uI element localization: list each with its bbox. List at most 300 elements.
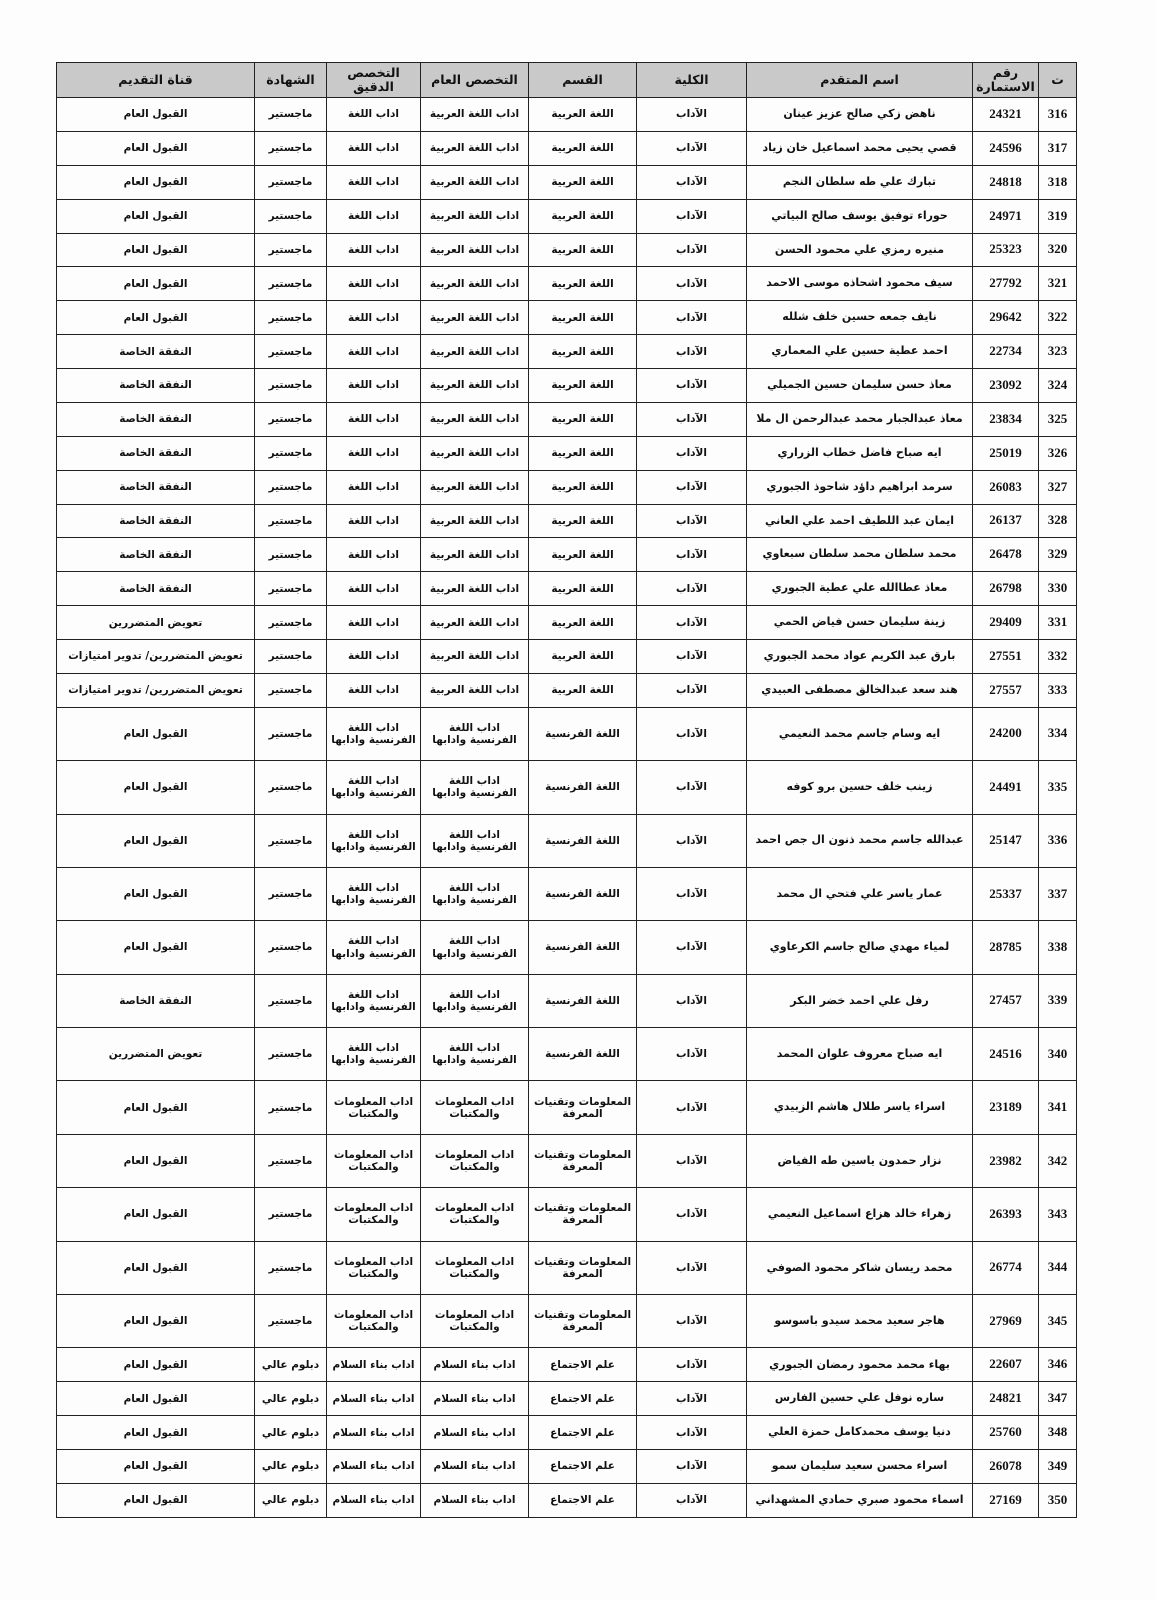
- precise-specialty-cell: اداب المعلومات والمكتبات: [327, 1081, 421, 1134]
- department-cell: اللغة العربية: [529, 673, 637, 707]
- college-cell: الآداب: [637, 1483, 747, 1517]
- general-specialty-cell: اداب بناء السلام: [421, 1348, 529, 1382]
- admission-channel-cell: القبول العام: [57, 707, 255, 760]
- degree-cell: ماجستير: [255, 1134, 327, 1187]
- form-number-cell: 26393: [973, 1188, 1039, 1241]
- table-row: [57, 761, 1077, 814]
- general-specialty-cell: اداب اللغة العربية: [421, 504, 529, 538]
- form-number-cell: 25323: [973, 233, 1039, 267]
- table-row: [57, 369, 1077, 403]
- index-cell: 320: [1039, 233, 1077, 267]
- department-cell: اللغة الفرنسية: [529, 867, 637, 920]
- form-number-cell: 26478: [973, 538, 1039, 572]
- form-number-cell: 28785: [973, 921, 1039, 974]
- general-specialty-cell: اداب المعلومات والمكتبات: [421, 1241, 529, 1294]
- table-row: [57, 1348, 1077, 1382]
- department-cell: اللغة العربية: [529, 301, 637, 335]
- admission-channel-cell: القبول العام: [57, 761, 255, 814]
- applicant-name-cell: عبدالله جاسم محمد ذنون ال جص احمد: [747, 814, 973, 867]
- degree-cell: دبلوم عالي: [255, 1382, 327, 1416]
- table-row: [57, 1483, 1077, 1517]
- department-cell: اللغة العربية: [529, 538, 637, 572]
- form-number-cell: 24321: [973, 98, 1039, 132]
- applicant-name-cell: ساره نوفل علي حسين الفارس: [747, 1382, 973, 1416]
- form-number-cell: 23092: [973, 369, 1039, 403]
- applicant-name-cell: زينب خلف حسين برو كوفه: [747, 761, 973, 814]
- degree-cell: ماجستير: [255, 1188, 327, 1241]
- applicant-name-cell: قصي يحيى محمد اسماعيل خان زياد: [747, 131, 973, 165]
- degree-cell: ماجستير: [255, 402, 327, 436]
- department-cell: اللغة العربية: [529, 640, 637, 674]
- general-specialty-cell: اداب المعلومات والمكتبات: [421, 1295, 529, 1348]
- table-row: [57, 1416, 1077, 1450]
- precise-specialty-cell: اداب اللغة: [327, 199, 421, 233]
- table-row: [57, 335, 1077, 369]
- index-cell: 321: [1039, 267, 1077, 301]
- department-cell: اللغة العربية: [529, 504, 637, 538]
- applicant-name-cell: هند سعد عبدالخالق مصطفى العبيدي: [747, 673, 973, 707]
- table-row: [57, 640, 1077, 674]
- index-cell: 319: [1039, 199, 1077, 233]
- degree-cell: ماجستير: [255, 1081, 327, 1134]
- index-cell: 326: [1039, 436, 1077, 470]
- form-number-cell: 26798: [973, 572, 1039, 606]
- index-cell: 322: [1039, 301, 1077, 335]
- table-row: [57, 98, 1077, 132]
- form-number-cell: 29409: [973, 606, 1039, 640]
- applicant-name-cell: ناهض زكي صالح عزيز عينان: [747, 98, 973, 132]
- form-number-cell: 22734: [973, 335, 1039, 369]
- degree-cell: دبلوم عالي: [255, 1416, 327, 1450]
- index-cell: 334: [1039, 707, 1077, 760]
- college-cell: الآداب: [637, 921, 747, 974]
- table-row: [57, 131, 1077, 165]
- admission-channel-cell: النفقة الخاصة: [57, 504, 255, 538]
- department-cell: اللغة الفرنسية: [529, 761, 637, 814]
- admission-channel-cell: القبول العام: [57, 921, 255, 974]
- precise-specialty-cell: اداب بناء السلام: [327, 1348, 421, 1382]
- applicant-name-cell: معاذ حسن سليمان حسين الجميلي: [747, 369, 973, 403]
- admission-channel-cell: القبول العام: [57, 301, 255, 335]
- col-department-header: القسم: [529, 63, 637, 98]
- college-cell: الآداب: [637, 436, 747, 470]
- form-number-cell: 26774: [973, 1241, 1039, 1294]
- college-cell: الآداب: [637, 98, 747, 132]
- applicant-name-cell: رفل علي احمد خضر البكر: [747, 974, 973, 1027]
- admission-channel-cell: القبول العام: [57, 814, 255, 867]
- index-cell: 330: [1039, 572, 1077, 606]
- applicant-name-cell: معاذ عبدالجبار محمد عبدالرحمن ال ملا: [747, 402, 973, 436]
- applicant-name-cell: دنيا يوسف محمدكامل حمزة العلي: [747, 1416, 973, 1450]
- precise-specialty-cell: اداب اللغة: [327, 470, 421, 504]
- general-specialty-cell: اداب اللغة العربية: [421, 436, 529, 470]
- applicant-name-cell: ايه وسام جاسم محمد النعيمي: [747, 707, 973, 760]
- college-cell: الآداب: [637, 1134, 747, 1187]
- applicant-name-cell: ايمان عبد اللطيف احمد علي العاني: [747, 504, 973, 538]
- college-cell: الآداب: [637, 131, 747, 165]
- form-number-cell: 25019: [973, 436, 1039, 470]
- index-cell: 337: [1039, 867, 1077, 920]
- admission-channel-cell: النفقة الخاصة: [57, 369, 255, 403]
- applicant-name-cell: سرمد ابراهيم داؤد شاحوذ الجبوري: [747, 470, 973, 504]
- college-cell: الآداب: [637, 233, 747, 267]
- table-row: [57, 538, 1077, 572]
- degree-cell: ماجستير: [255, 98, 327, 132]
- college-cell: الآداب: [637, 1416, 747, 1450]
- general-specialty-cell: اداب اللغة الفرنسية وادابها: [421, 867, 529, 920]
- admission-channel-cell: القبول العام: [57, 1134, 255, 1187]
- department-cell: اللغة العربية: [529, 131, 637, 165]
- form-number-cell: 23189: [973, 1081, 1039, 1134]
- table-row: [57, 199, 1077, 233]
- general-specialty-cell: اداب اللغة الفرنسية وادابها: [421, 921, 529, 974]
- degree-cell: ماجستير: [255, 233, 327, 267]
- form-number-cell: 27457: [973, 974, 1039, 1027]
- degree-cell: ماجستير: [255, 165, 327, 199]
- degree-cell: ماجستير: [255, 921, 327, 974]
- general-specialty-cell: اداب اللغة العربية: [421, 233, 529, 267]
- degree-cell: ماجستير: [255, 335, 327, 369]
- admission-channel-cell: النفقة الخاصة: [57, 335, 255, 369]
- general-specialty-cell: اداب اللغة الفرنسية وادابها: [421, 1028, 529, 1081]
- admission-channel-cell: النفقة الخاصة: [57, 470, 255, 504]
- precise-specialty-cell: اداب اللغة: [327, 504, 421, 538]
- index-cell: 328: [1039, 504, 1077, 538]
- degree-cell: ماجستير: [255, 1295, 327, 1348]
- table-row: [57, 233, 1077, 267]
- precise-specialty-cell: اداب اللغة: [327, 402, 421, 436]
- index-cell: 350: [1039, 1483, 1077, 1517]
- department-cell: اللغة العربية: [529, 199, 637, 233]
- general-specialty-cell: اداب اللغة العربية: [421, 572, 529, 606]
- admission-channel-cell: النفقة الخاصة: [57, 436, 255, 470]
- index-cell: 335: [1039, 761, 1077, 814]
- table-row: [57, 1295, 1077, 1348]
- applicants-table: [56, 62, 1077, 1518]
- index-cell: 327: [1039, 470, 1077, 504]
- degree-cell: ماجستير: [255, 538, 327, 572]
- general-specialty-cell: اداب اللغة العربية: [421, 199, 529, 233]
- admission-channel-cell: القبول العام: [57, 867, 255, 920]
- college-cell: الآداب: [637, 606, 747, 640]
- table-row: [57, 470, 1077, 504]
- precise-specialty-cell: اداب اللغة الفرنسية وادابها: [327, 761, 421, 814]
- college-cell: الآداب: [637, 369, 747, 403]
- applicant-name-cell: منيره رمزي علي محمود الحسن: [747, 233, 973, 267]
- col-precise-specialty-header: التخصص الدقيق: [327, 63, 421, 98]
- precise-specialty-cell: اداب اللغة الفرنسية وادابها: [327, 867, 421, 920]
- index-cell: 342: [1039, 1134, 1077, 1187]
- form-number-cell: 26078: [973, 1450, 1039, 1484]
- form-number-cell: 29642: [973, 301, 1039, 335]
- precise-specialty-cell: اداب اللغة الفرنسية وادابها: [327, 814, 421, 867]
- col-admission-channel-header: قناة التقديم: [57, 63, 255, 98]
- index-cell: 318: [1039, 165, 1077, 199]
- degree-cell: ماجستير: [255, 436, 327, 470]
- form-number-cell: 27969: [973, 1295, 1039, 1348]
- table-row: [57, 436, 1077, 470]
- department-cell: اللغة العربية: [529, 233, 637, 267]
- precise-specialty-cell: اداب اللغة: [327, 606, 421, 640]
- table-row: [57, 1382, 1077, 1416]
- department-cell: اللغة العربية: [529, 470, 637, 504]
- college-cell: الآداب: [637, 974, 747, 1027]
- general-specialty-cell: اداب اللغة العربية: [421, 538, 529, 572]
- form-number-cell: 25760: [973, 1416, 1039, 1450]
- college-cell: الآداب: [637, 814, 747, 867]
- department-cell: المعلومات وتقنيات المعرفة: [529, 1295, 637, 1348]
- department-cell: علم الاجتماع: [529, 1382, 637, 1416]
- precise-specialty-cell: اداب اللغة: [327, 98, 421, 132]
- department-cell: اللغة العربية: [529, 402, 637, 436]
- degree-cell: ماجستير: [255, 301, 327, 335]
- general-specialty-cell: اداب اللغة العربية: [421, 673, 529, 707]
- department-cell: علم الاجتماع: [529, 1483, 637, 1517]
- college-cell: الآداب: [637, 707, 747, 760]
- degree-cell: ماجستير: [255, 131, 327, 165]
- form-number-cell: 24516: [973, 1028, 1039, 1081]
- degree-cell: ماجستير: [255, 199, 327, 233]
- form-number-cell: 25337: [973, 867, 1039, 920]
- index-cell: 341: [1039, 1081, 1077, 1134]
- college-cell: الآداب: [637, 1241, 747, 1294]
- form-number-cell: 27557: [973, 673, 1039, 707]
- department-cell: علم الاجتماع: [529, 1348, 637, 1382]
- general-specialty-cell: اداب المعلومات والمكتبات: [421, 1188, 529, 1241]
- applicant-name-cell: محمد ريسان شاكر محمود الصوفي: [747, 1241, 973, 1294]
- table-row: [57, 1134, 1077, 1187]
- department-cell: اللغة العربية: [529, 165, 637, 199]
- general-specialty-cell: اداب اللغة العربية: [421, 335, 529, 369]
- precise-specialty-cell: اداب اللغة: [327, 673, 421, 707]
- index-cell: 347: [1039, 1382, 1077, 1416]
- degree-cell: ماجستير: [255, 974, 327, 1027]
- college-cell: الآداب: [637, 572, 747, 606]
- college-cell: الآداب: [637, 402, 747, 436]
- general-specialty-cell: اداب اللغة العربية: [421, 267, 529, 301]
- admission-channel-cell: القبول العام: [57, 1295, 255, 1348]
- applicant-name-cell: زهراء خالد هزاع اسماعيل النعيمي: [747, 1188, 973, 1241]
- applicant-name-cell: سيف محمود اشحاذه موسى الاحمد: [747, 267, 973, 301]
- admission-channel-cell: القبول العام: [57, 131, 255, 165]
- department-cell: اللغة الفرنسية: [529, 707, 637, 760]
- table-row: [57, 921, 1077, 974]
- college-cell: الآداب: [637, 504, 747, 538]
- college-cell: الآداب: [637, 1028, 747, 1081]
- college-cell: الآداب: [637, 1450, 747, 1484]
- college-cell: الآداب: [637, 761, 747, 814]
- precise-specialty-cell: اداب اللغة: [327, 165, 421, 199]
- degree-cell: ماجستير: [255, 267, 327, 301]
- admission-channel-cell: النفقة الخاصة: [57, 538, 255, 572]
- general-specialty-cell: اداب اللغة العربية: [421, 165, 529, 199]
- applicant-name-cell: نايف جمعه حسين خلف شلله: [747, 301, 973, 335]
- form-number-cell: 27169: [973, 1483, 1039, 1517]
- college-cell: الآداب: [637, 1295, 747, 1348]
- index-cell: 317: [1039, 131, 1077, 165]
- precise-specialty-cell: اداب اللغة: [327, 301, 421, 335]
- precise-specialty-cell: اداب اللغة: [327, 267, 421, 301]
- applicant-name-cell: هاجر سعيد محمد سيدو باسوسو: [747, 1295, 973, 1348]
- precise-specialty-cell: اداب المعلومات والمكتبات: [327, 1134, 421, 1187]
- table-row: [57, 867, 1077, 920]
- index-cell: 331: [1039, 606, 1077, 640]
- precise-specialty-cell: اداب المعلومات والمكتبات: [327, 1295, 421, 1348]
- department-cell: المعلومات وتقنيات المعرفة: [529, 1134, 637, 1187]
- form-number-cell: 22607: [973, 1348, 1039, 1382]
- admission-channel-cell: النفقة الخاصة: [57, 974, 255, 1027]
- department-cell: المعلومات وتقنيات المعرفة: [529, 1081, 637, 1134]
- form-number-cell: 26137: [973, 504, 1039, 538]
- department-cell: اللغة العربية: [529, 267, 637, 301]
- applicant-name-cell: لمياء مهدي صالح جاسم الكرعاوي: [747, 921, 973, 974]
- general-specialty-cell: اداب اللغة الفرنسية وادابها: [421, 761, 529, 814]
- table-row: [57, 814, 1077, 867]
- degree-cell: ماجستير: [255, 1028, 327, 1081]
- degree-cell: ماجستير: [255, 470, 327, 504]
- admission-channel-cell: القبول العام: [57, 1081, 255, 1134]
- general-specialty-cell: اداب اللغة الفرنسية وادابها: [421, 707, 529, 760]
- general-specialty-cell: اداب بناء السلام: [421, 1483, 529, 1517]
- table-row: [57, 707, 1077, 760]
- index-cell: 345: [1039, 1295, 1077, 1348]
- applicant-name-cell: ايه صباح فاضل خطاب الزراري: [747, 436, 973, 470]
- index-cell: 343: [1039, 1188, 1077, 1241]
- department-cell: المعلومات وتقنيات المعرفة: [529, 1241, 637, 1294]
- precise-specialty-cell: اداب اللغة الفرنسية وادابها: [327, 921, 421, 974]
- index-cell: 338: [1039, 921, 1077, 974]
- college-cell: الآداب: [637, 867, 747, 920]
- table-row: [57, 1188, 1077, 1241]
- college-cell: الآداب: [637, 267, 747, 301]
- department-cell: المعلومات وتقنيات المعرفة: [529, 1188, 637, 1241]
- general-specialty-cell: اداب بناء السلام: [421, 1416, 529, 1450]
- college-cell: الآداب: [637, 673, 747, 707]
- form-number-cell: 24971: [973, 199, 1039, 233]
- applicant-name-cell: معاذ عطاالله علي عطية الجبوري: [747, 572, 973, 606]
- college-cell: الآداب: [637, 640, 747, 674]
- degree-cell: دبلوم عالي: [255, 1348, 327, 1382]
- applicant-name-cell: بارق عبد الكريم عواد محمد الجبوري: [747, 640, 973, 674]
- general-specialty-cell: اداب اللغة العربية: [421, 131, 529, 165]
- table-row: [57, 402, 1077, 436]
- index-cell: 316: [1039, 98, 1077, 132]
- degree-cell: ماجستير: [255, 1241, 327, 1294]
- precise-specialty-cell: اداب اللغة: [327, 572, 421, 606]
- degree-cell: دبلوم عالي: [255, 1450, 327, 1484]
- table-row: [57, 267, 1077, 301]
- applicant-name-cell: احمد عطية حسين علي المعماري: [747, 335, 973, 369]
- form-number-cell: 24596: [973, 131, 1039, 165]
- table-row: [57, 673, 1077, 707]
- admission-channel-cell: تعويض المتضررين: [57, 1028, 255, 1081]
- precise-specialty-cell: اداب بناء السلام: [327, 1450, 421, 1484]
- index-cell: 348: [1039, 1416, 1077, 1450]
- index-cell: 324: [1039, 369, 1077, 403]
- precise-specialty-cell: اداب المعلومات والمكتبات: [327, 1241, 421, 1294]
- applicant-name-cell: اسراء ياسر طلال هاشم الزبيدي: [747, 1081, 973, 1134]
- admission-channel-cell: النفقة الخاصة: [57, 402, 255, 436]
- admission-channel-cell: القبول العام: [57, 1450, 255, 1484]
- college-cell: الآداب: [637, 538, 747, 572]
- degree-cell: دبلوم عالي: [255, 1483, 327, 1517]
- department-cell: اللغة الفرنسية: [529, 1028, 637, 1081]
- admission-channel-cell: النفقة الخاصة: [57, 572, 255, 606]
- form-number-cell: 24200: [973, 707, 1039, 760]
- admission-channel-cell: القبول العام: [57, 165, 255, 199]
- precise-specialty-cell: اداب اللغة: [327, 436, 421, 470]
- college-cell: الآداب: [637, 470, 747, 504]
- applicant-name-cell: حوراء توفيق يوسف صالح البياتي: [747, 199, 973, 233]
- admission-channel-cell: تعويض المتضررين/ تدوير امتيازات: [57, 640, 255, 674]
- general-specialty-cell: اداب بناء السلام: [421, 1450, 529, 1484]
- form-number-cell: 23982: [973, 1134, 1039, 1187]
- col-index-header: ت: [1039, 63, 1077, 98]
- index-cell: 329: [1039, 538, 1077, 572]
- precise-specialty-cell: اداب اللغة: [327, 131, 421, 165]
- index-cell: 323: [1039, 335, 1077, 369]
- degree-cell: ماجستير: [255, 867, 327, 920]
- index-cell: 325: [1039, 402, 1077, 436]
- applicant-name-cell: عمار ياسر علي فتحي ال محمد: [747, 867, 973, 920]
- precise-specialty-cell: اداب بناء السلام: [327, 1483, 421, 1517]
- general-specialty-cell: اداب اللغة العربية: [421, 402, 529, 436]
- college-cell: الآداب: [637, 1188, 747, 1241]
- degree-cell: ماجستير: [255, 369, 327, 403]
- general-specialty-cell: اداب اللغة الفرنسية وادابها: [421, 814, 529, 867]
- degree-cell: ماجستير: [255, 572, 327, 606]
- general-specialty-cell: اداب اللغة العربية: [421, 301, 529, 335]
- department-cell: اللغة العربية: [529, 572, 637, 606]
- college-cell: الآداب: [637, 1081, 747, 1134]
- precise-specialty-cell: اداب اللغة: [327, 369, 421, 403]
- index-cell: 349: [1039, 1450, 1077, 1484]
- college-cell: الآداب: [637, 301, 747, 335]
- department-cell: علم الاجتماع: [529, 1416, 637, 1450]
- form-number-cell: 24818: [973, 165, 1039, 199]
- applicant-name-cell: زينة سليمان حسن فياض الحمي: [747, 606, 973, 640]
- admission-channel-cell: القبول العام: [57, 1483, 255, 1517]
- degree-cell: ماجستير: [255, 606, 327, 640]
- form-number-cell: 23834: [973, 402, 1039, 436]
- table-row: [57, 301, 1077, 335]
- college-cell: الآداب: [637, 199, 747, 233]
- college-cell: الآداب: [637, 1382, 747, 1416]
- applicant-name-cell: نزار حمدون ياسين طه الفياض: [747, 1134, 973, 1187]
- admission-channel-cell: القبول العام: [57, 1348, 255, 1382]
- precise-specialty-cell: اداب اللغة: [327, 233, 421, 267]
- general-specialty-cell: اداب اللغة العربية: [421, 98, 529, 132]
- index-cell: 340: [1039, 1028, 1077, 1081]
- general-specialty-cell: اداب اللغة العربية: [421, 606, 529, 640]
- applicant-name-cell: اسراء محسن سعيد سليمان سمو: [747, 1450, 973, 1484]
- general-specialty-cell: اداب اللغة العربية: [421, 369, 529, 403]
- general-specialty-cell: اداب بناء السلام: [421, 1382, 529, 1416]
- degree-cell: ماجستير: [255, 707, 327, 760]
- department-cell: اللغة العربية: [529, 335, 637, 369]
- index-cell: 333: [1039, 673, 1077, 707]
- department-cell: اللغة الفرنسية: [529, 814, 637, 867]
- college-cell: الآداب: [637, 335, 747, 369]
- precise-specialty-cell: اداب المعلومات والمكتبات: [327, 1188, 421, 1241]
- table-row: [57, 572, 1077, 606]
- applicant-name-cell: اسماء محمود صبري حمادي المشهداني: [747, 1483, 973, 1517]
- form-number-cell: 24821: [973, 1382, 1039, 1416]
- admission-channel-cell: القبول العام: [57, 199, 255, 233]
- table-row: [57, 504, 1077, 538]
- general-specialty-cell: اداب اللغة العربية: [421, 470, 529, 504]
- general-specialty-cell: اداب المعلومات والمكتبات: [421, 1134, 529, 1187]
